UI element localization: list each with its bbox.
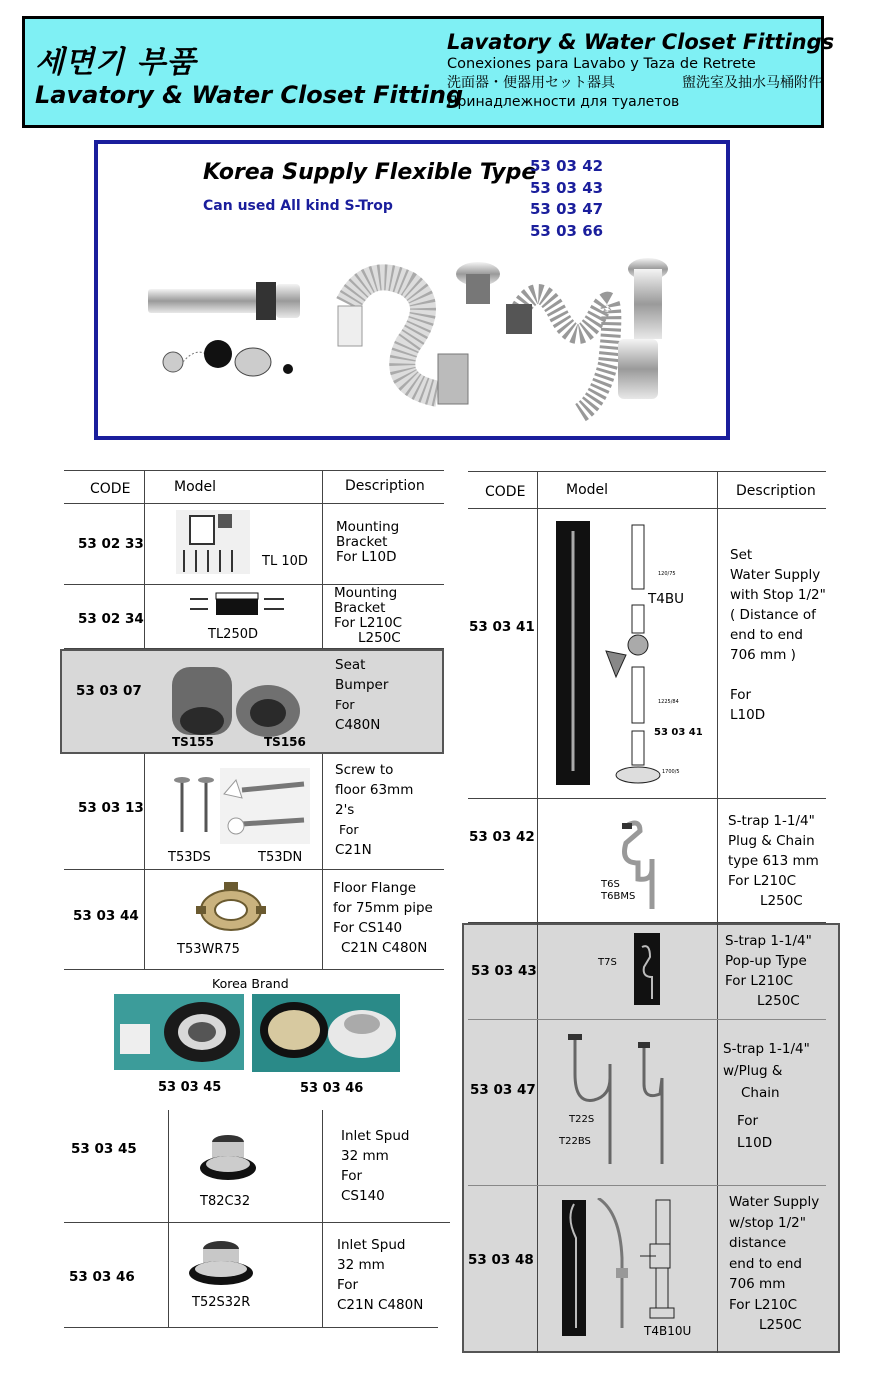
table-row bbox=[468, 509, 826, 799]
table-row bbox=[64, 754, 444, 870]
model-name: TS156 bbox=[264, 735, 306, 749]
table-row-highlighted bbox=[468, 1186, 826, 1353]
model-name: T6BMS bbox=[601, 891, 636, 902]
product-description: S-trap 1-1/4" Plug & Chain type 613 mm For L210C L250C bbox=[728, 813, 819, 909]
left-product-table bbox=[64, 470, 444, 1330]
table-row-highlighted bbox=[468, 1020, 826, 1186]
table-row bbox=[64, 1223, 438, 1328]
table-row-highlighted bbox=[468, 923, 826, 1020]
feature-title: Korea Supply Flexible Type bbox=[203, 160, 537, 185]
model-name: T6S bbox=[601, 879, 620, 890]
product-code: 53 02 34 bbox=[78, 611, 144, 627]
model-name: T53DS bbox=[168, 850, 211, 865]
product-code: 53 03 43 bbox=[471, 963, 537, 979]
table-row bbox=[64, 585, 444, 649]
model-name: T4BU bbox=[648, 591, 684, 607]
chinese-title: 盥洗室及抽水马桶附件 bbox=[682, 75, 822, 91]
table-row bbox=[64, 1110, 450, 1223]
model-name: TL 10D bbox=[262, 554, 308, 569]
feature-codes bbox=[530, 156, 603, 242]
svg-text:120/75: 120/75 bbox=[658, 571, 676, 577]
popup-trap-image bbox=[634, 933, 660, 1005]
header-model: Model bbox=[566, 482, 609, 498]
header-description: Description bbox=[345, 478, 425, 494]
product-code: 53 03 46 bbox=[69, 1269, 135, 1285]
inlet-spud-image bbox=[196, 1130, 260, 1188]
water-supply-set-image bbox=[556, 521, 706, 785]
left-table-header bbox=[64, 470, 444, 504]
product-description: Mounting Bracket For L10D bbox=[336, 519, 400, 565]
korea-brand-spud-image-1 bbox=[114, 994, 244, 1070]
product-description: Floor Flange for 75mm pipe For CS140 C21N C480N bbox=[333, 880, 433, 956]
model-name: T4B10U bbox=[644, 1324, 692, 1338]
multilingual-titles bbox=[447, 29, 835, 111]
header-code: CODE bbox=[485, 484, 526, 500]
product-code: 53 03 45 bbox=[71, 1141, 137, 1157]
product-code: 53 03 07 bbox=[76, 683, 142, 699]
model-name: T7S bbox=[598, 957, 617, 968]
model-name: T53WR75 bbox=[177, 942, 240, 957]
korea-brand-caption: 53 03 46 bbox=[300, 1081, 364, 1096]
seat-bumper-image bbox=[168, 661, 308, 741]
product-description: Inlet Spud 32 mm For C21N C480N bbox=[337, 1237, 424, 1313]
product-description: S-trap 1-1/4" w/Plug & Chain For L10D bbox=[723, 1041, 810, 1151]
product-description: S-trap 1-1/4" Pop-up Type For L210C L250C bbox=[725, 933, 812, 1009]
feature-code: 53 03 47 bbox=[530, 200, 604, 218]
russian-title: Принадлежности для туалетов bbox=[447, 94, 680, 110]
product-code: 53 03 48 bbox=[468, 1252, 534, 1268]
product-description: Mounting Bracket For L210C L250C bbox=[334, 585, 403, 646]
spanish-title: Conexiones para Lavabo y Taza de Retrete bbox=[447, 56, 756, 72]
mounting-bracket-image bbox=[176, 510, 250, 574]
right-product-table bbox=[468, 471, 826, 1356]
product-code: 53 02 33 bbox=[78, 536, 144, 552]
feature-code: 53 03 42 bbox=[530, 157, 604, 175]
product-code: 53 03 41 bbox=[469, 619, 535, 635]
english-title-right: Lavatory & Water Closet Fittings bbox=[447, 30, 835, 54]
floor-screw-image bbox=[164, 766, 314, 846]
product-code: 53 03 13 bbox=[78, 800, 144, 816]
table-row bbox=[468, 799, 826, 923]
product-description: Water Supply w/stop 1/2" distance end to end 706 mm For L210C L250C bbox=[729, 1194, 820, 1333]
model-name: T52S32R bbox=[192, 1295, 251, 1310]
water-supply-stop-image bbox=[562, 1198, 692, 1338]
product-code: 53 03 47 bbox=[470, 1082, 536, 1098]
header-code: CODE bbox=[90, 481, 131, 497]
korea-brand-spud-image-2 bbox=[252, 994, 400, 1072]
product-code: 53 03 42 bbox=[469, 829, 535, 845]
product-description: Seat Bumper For C480N bbox=[335, 657, 389, 733]
table-row bbox=[64, 504, 444, 585]
model-code-label: 53 03 41 bbox=[654, 727, 703, 738]
product-description: Inlet Spud 32 mm For CS140 bbox=[341, 1128, 410, 1204]
svg-text:1225/84: 1225/84 bbox=[658, 699, 679, 705]
feature-code: 53 03 66 bbox=[530, 221, 604, 240]
flexible-trap-image bbox=[138, 244, 698, 424]
product-description: Set Water Supply with Stop 1/2" ( Distance of end to end 706 mm ) For L10D bbox=[730, 547, 826, 723]
model-name: T22S bbox=[569, 1114, 595, 1125]
model-name: TS155 bbox=[172, 735, 214, 749]
model-name: T53DN bbox=[258, 850, 303, 865]
korea-brand-title: Korea Brand bbox=[212, 976, 289, 991]
svg-text:1700/5: 1700/5 bbox=[662, 769, 680, 775]
feature-code: 53 03 43 bbox=[530, 178, 604, 197]
model-name: T22BS bbox=[559, 1136, 591, 1147]
feature-subtitle: Can used All kind S-Trop bbox=[203, 198, 393, 214]
s-trap-plug-chain-image bbox=[564, 1034, 694, 1174]
bracket-set-image bbox=[188, 591, 288, 619]
product-code: 53 03 44 bbox=[73, 908, 139, 924]
table-row bbox=[64, 870, 444, 970]
english-title-left: Lavatory & Water Closet Fitting bbox=[35, 81, 464, 109]
header-model: Model bbox=[174, 479, 217, 495]
header-banner bbox=[22, 16, 835, 128]
model-name: T82C32 bbox=[200, 1194, 251, 1209]
feature-box bbox=[94, 140, 730, 440]
japanese-title: 洗面器・便器用セット器具 bbox=[447, 75, 615, 91]
model-name: TL250D bbox=[208, 627, 259, 642]
floor-flange-image bbox=[194, 880, 268, 936]
inlet-spud-chrome-image bbox=[186, 1235, 256, 1291]
right-table-header bbox=[468, 471, 826, 509]
product-description: Screw to floor 63mm 2's For C21N bbox=[335, 762, 414, 858]
korean-title: 세면기 부품 bbox=[35, 45, 197, 80]
header-description: Description bbox=[736, 483, 816, 499]
table-row-highlighted bbox=[60, 649, 444, 754]
korea-brand-caption: 53 03 45 bbox=[158, 1080, 222, 1095]
